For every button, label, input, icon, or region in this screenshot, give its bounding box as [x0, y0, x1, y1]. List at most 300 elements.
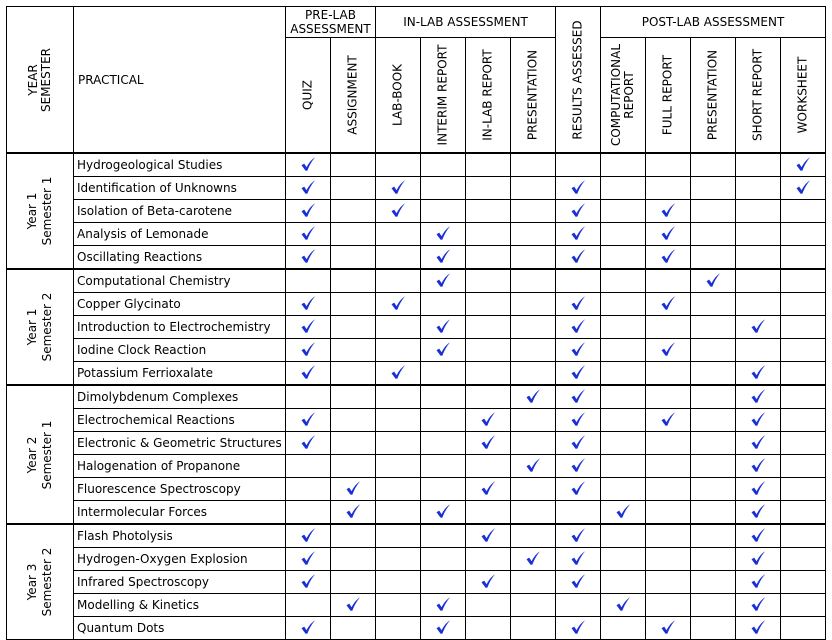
assessment-cell-empty [781, 339, 826, 362]
table-row [7, 617, 826, 640]
checkmark-icon [435, 248, 451, 264]
checkmark-icon [570, 550, 586, 566]
assessment-cell-empty [646, 594, 691, 617]
checkmark-icon [570, 573, 586, 589]
assessment-cell-empty [421, 455, 466, 478]
checkmark-icon [300, 295, 316, 311]
assessment-cell-empty [601, 177, 646, 200]
assessment-cell-empty [466, 362, 511, 386]
assessment-cell-checked [286, 432, 331, 455]
assessment-cell-empty [466, 617, 511, 640]
assessment-cell-checked [286, 571, 331, 594]
assessment-cell-empty [331, 617, 376, 640]
assessment-cell-empty [646, 177, 691, 200]
checkmark-icon [525, 388, 541, 404]
assessment-cell-empty [691, 200, 736, 223]
results-assessed-label: RESULTS ASSESSED [570, 19, 585, 140]
column-header-worksheet [781, 38, 826, 154]
table-row [7, 409, 826, 432]
checkmark-icon [300, 573, 316, 589]
checkmark-icon [570, 179, 586, 195]
assessment-cell-empty [466, 339, 511, 362]
checkmark-icon [300, 550, 316, 566]
assessment-cell-empty [781, 269, 826, 293]
assessment-cell-empty [511, 409, 556, 432]
assessment-cell-empty [601, 316, 646, 339]
assessment-cell-empty [646, 385, 691, 409]
assessment-cell-checked [556, 617, 601, 640]
table-row [7, 455, 826, 478]
assessment-cell-empty [646, 571, 691, 594]
table-row [7, 548, 826, 571]
assessment-cell-empty [646, 362, 691, 386]
assessment-cell-empty [691, 478, 736, 501]
assessment-cell-empty [601, 223, 646, 246]
assessment-cell-empty [601, 153, 646, 177]
practical-header: PRACTICAL [74, 7, 286, 154]
assessment-cell-empty [421, 548, 466, 571]
table-row [7, 177, 826, 200]
assessment-cell-empty [331, 177, 376, 200]
checkmark-icon [390, 202, 406, 218]
assessment-cell-empty [421, 524, 466, 548]
assessment-cell-checked [556, 200, 601, 223]
assessment-cell-checked [556, 571, 601, 594]
assessment-cell-empty [691, 571, 736, 594]
assessment-cell-checked [556, 316, 601, 339]
assessment-cell-checked [646, 409, 691, 432]
assessment-cell-checked [286, 524, 331, 548]
assessment-cell-checked [331, 501, 376, 525]
assessment-cell-checked [421, 339, 466, 362]
assessment-cell-checked [781, 177, 826, 200]
assessment-cell-empty [331, 293, 376, 316]
assessment-cell-empty [421, 293, 466, 316]
assessment-cell-empty [466, 548, 511, 571]
assessment-cell-empty [646, 455, 691, 478]
checkmark-icon [435, 619, 451, 635]
assessment-cell-empty [466, 455, 511, 478]
column-header-interim-report [421, 38, 466, 154]
results-assessed-header [556, 7, 601, 154]
column-header-line: FULL REPORT [660, 54, 675, 136]
practical-name: Hydrogen-Oxygen Explosion [74, 548, 286, 571]
assessment-cell-empty [511, 223, 556, 246]
checkmark-icon [435, 318, 451, 334]
checkmark-icon [750, 573, 766, 589]
assessment-cell-empty [736, 153, 781, 177]
assessment-cell-checked [556, 524, 601, 548]
year-semester-label-line: Semester 1 [40, 420, 54, 489]
assessment-cell-empty [331, 432, 376, 455]
checkmark-icon [480, 411, 496, 427]
practical-name: Oscillating Reactions [74, 246, 286, 270]
assessment-cell-empty [286, 478, 331, 501]
practical-name: Intermolecular Forces [74, 501, 286, 525]
assessment-cell-checked [556, 432, 601, 455]
checkmark-icon [750, 434, 766, 450]
assessment-cell-empty [781, 362, 826, 386]
table-row [7, 571, 826, 594]
assessment-cell-checked [556, 223, 601, 246]
column-header-line: PRESENTATION [525, 49, 540, 141]
assessment-cell-checked [466, 571, 511, 594]
checkmark-icon [480, 573, 496, 589]
assessment-cell-checked [286, 153, 331, 177]
table-row [7, 316, 826, 339]
assessment-cell-checked [691, 269, 736, 293]
assessment-cell-empty [601, 246, 646, 270]
checkmark-icon [660, 619, 676, 635]
assessment-cell-empty [646, 524, 691, 548]
column-header-lab-book [376, 38, 421, 154]
assessment-cell-checked [646, 246, 691, 270]
assessment-cell-empty [646, 501, 691, 525]
year-semester-label-line: Year 1 [25, 308, 39, 346]
column-header-line: INTERIM REPORT [435, 44, 450, 146]
checkmark-icon [660, 411, 676, 427]
practical-name: Electronic & Geometric Structures [74, 432, 286, 455]
column-header-presentation [511, 38, 556, 154]
assessment-cell-empty [376, 153, 421, 177]
assessment-cell-checked [286, 362, 331, 386]
assessment-cell-empty [376, 478, 421, 501]
assessment-cell-empty [421, 177, 466, 200]
assessment-cell-empty [331, 269, 376, 293]
practical-name: Fluorescence Spectroscopy [74, 478, 286, 501]
practical-name: Identification of Unknowns [74, 177, 286, 200]
assessment-cell-empty [691, 177, 736, 200]
assessment-cell-empty [691, 617, 736, 640]
assessment-cell-empty [781, 571, 826, 594]
assessment-cell-checked [736, 385, 781, 409]
assessment-cell-checked [286, 316, 331, 339]
assessment-cell-empty [466, 594, 511, 617]
assessment-cell-empty [511, 594, 556, 617]
checkmark-icon [615, 596, 631, 612]
assessment-cell-empty [376, 501, 421, 525]
assessment-cell-empty [691, 362, 736, 386]
checkmark-icon [750, 457, 766, 473]
assessment-cell-checked [466, 524, 511, 548]
assessment-cell-checked [331, 478, 376, 501]
checkmark-icon [570, 202, 586, 218]
assessment-cell-empty [646, 548, 691, 571]
assessment-cell-checked [736, 362, 781, 386]
checkmark-icon [300, 619, 316, 635]
assessment-cell-empty [736, 269, 781, 293]
assessment-cell-empty [736, 339, 781, 362]
year-semester-label-line: Semester 1 [40, 176, 54, 246]
year-semester-label-line: Semester 2 [40, 547, 54, 617]
practical-name: Iodine Clock Reaction [74, 339, 286, 362]
checkmark-icon [570, 434, 586, 450]
checkmark-icon [570, 364, 586, 380]
assessment-cell-empty [601, 293, 646, 316]
semester-header-line: SEMESTER [39, 47, 53, 112]
assessment-cell-empty [781, 409, 826, 432]
assessment-cell-empty [781, 293, 826, 316]
postlab-group-header: POST-LAB ASSESSMENT [601, 7, 826, 38]
assessment-cell-checked [331, 594, 376, 617]
checkmark-icon [300, 248, 316, 264]
assessment-cell-empty [601, 385, 646, 409]
assessment-cell-empty [286, 269, 331, 293]
assessment-cell-checked [466, 478, 511, 501]
checkmark-icon [570, 457, 586, 473]
checkmark-icon [795, 179, 811, 195]
assessment-cell-empty [736, 200, 781, 223]
checkmark-icon [570, 295, 586, 311]
checkmark-icon [570, 341, 586, 357]
checkmark-icon [300, 202, 316, 218]
practical-name: Hydrogeological Studies [74, 153, 286, 177]
checkmark-icon [480, 480, 496, 496]
assessment-cell-checked [556, 293, 601, 316]
assessment-cell-empty [331, 362, 376, 386]
checkmark-icon [300, 156, 316, 172]
assessment-cell-checked [286, 246, 331, 270]
prelab-header-line-2: ASSESSMENT [290, 22, 371, 36]
assessment-cell-empty [691, 223, 736, 246]
assessment-cell-checked [556, 478, 601, 501]
assessment-cell-empty [466, 501, 511, 525]
assessment-cell-empty [331, 153, 376, 177]
assessment-cell-empty [331, 316, 376, 339]
assessment-cell-empty [511, 269, 556, 293]
checkmark-icon [660, 295, 676, 311]
assessment-cell-empty [421, 478, 466, 501]
assessment-cell-empty [331, 223, 376, 246]
year-semester-header [7, 7, 74, 154]
column-header-assignment [331, 38, 376, 154]
checkmark-icon [750, 527, 766, 543]
assessment-cell-checked [556, 339, 601, 362]
assessment-cell-checked [736, 478, 781, 501]
assessment-cell-empty [376, 316, 421, 339]
assessment-cell-empty [331, 571, 376, 594]
assessment-cell-checked [736, 316, 781, 339]
assessment-cell-empty [511, 153, 556, 177]
assessment-cell-empty [691, 548, 736, 571]
assessment-cell-checked [376, 362, 421, 386]
checkmark-icon [435, 341, 451, 357]
assessment-cell-empty [376, 385, 421, 409]
assessment-cell-empty [601, 409, 646, 432]
assessment-cell-empty [511, 200, 556, 223]
assessment-cell-empty [511, 617, 556, 640]
table-row [7, 385, 826, 409]
checkmark-icon [390, 364, 406, 380]
checkmark-icon [300, 364, 316, 380]
year-semester-label-line: Year 2 [25, 436, 39, 473]
assessment-cell-checked [421, 316, 466, 339]
assessment-cell-checked [556, 177, 601, 200]
assessment-cell-empty [376, 409, 421, 432]
table-row [7, 432, 826, 455]
assessment-cell-checked [646, 200, 691, 223]
checkmark-icon [705, 272, 721, 288]
assessment-cell-checked [736, 455, 781, 478]
inlab-group-header: IN-LAB ASSESSMENT [376, 7, 556, 38]
assessment-cell-empty [331, 200, 376, 223]
assessment-cell-empty [511, 571, 556, 594]
checkmark-icon [660, 248, 676, 264]
assessment-cell-empty [331, 385, 376, 409]
assessment-cell-empty [376, 246, 421, 270]
assessment-cell-empty [466, 223, 511, 246]
assessment-cell-empty [601, 362, 646, 386]
assessment-cell-checked [286, 617, 331, 640]
assessment-cell-empty [286, 385, 331, 409]
assessment-cell-empty [421, 362, 466, 386]
checkmark-icon [570, 318, 586, 334]
assessment-cell-empty [601, 617, 646, 640]
assessment-cell-empty [601, 339, 646, 362]
assessment-cell-empty [691, 501, 736, 525]
checkmark-icon [435, 596, 451, 612]
column-header-full-report [646, 38, 691, 154]
assessment-cell-empty [556, 153, 601, 177]
assessment-cell-checked [286, 293, 331, 316]
checkmark-icon [615, 503, 631, 519]
assessment-cell-empty [646, 316, 691, 339]
checkmark-icon [750, 596, 766, 612]
practical-name: Halogenation of Propanone [74, 455, 286, 478]
assessment-cell-checked [376, 200, 421, 223]
assessment-cell-checked [556, 385, 601, 409]
assessment-cell-empty [421, 432, 466, 455]
practical-name: Potassium Ferrioxalate [74, 362, 286, 386]
assessment-cell-empty [376, 339, 421, 362]
assessment-cell-empty [376, 432, 421, 455]
assessment-cell-empty [601, 548, 646, 571]
checkmark-icon [660, 225, 676, 241]
assessment-cell-empty [466, 385, 511, 409]
year-semester-cell [7, 524, 74, 640]
assessment-cell-empty [691, 409, 736, 432]
assessment-cell-empty [646, 153, 691, 177]
assessment-cell-empty [421, 153, 466, 177]
assessment-cell-checked [646, 339, 691, 362]
assessment-cell-empty [691, 432, 736, 455]
checkmark-icon [570, 225, 586, 241]
assessment-cell-checked [556, 455, 601, 478]
assessment-cell-empty [736, 177, 781, 200]
assessment-cell-empty [601, 478, 646, 501]
column-header-in-lab-report [466, 38, 511, 154]
assessment-cell-empty [376, 594, 421, 617]
table-row [7, 339, 826, 362]
column-header-short-report [736, 38, 781, 154]
assessment-cell-empty [691, 339, 736, 362]
assessment-cell-empty [376, 223, 421, 246]
checkmark-icon [525, 457, 541, 473]
checkmark-icon [435, 272, 451, 288]
assessment-cell-empty [736, 246, 781, 270]
checkmark-icon [750, 503, 766, 519]
checkmark-icon [795, 156, 811, 172]
assessment-cell-empty [601, 571, 646, 594]
practical-name: Infrared Spectroscopy [74, 571, 286, 594]
year-semester-label-line: Year 1 [25, 192, 39, 230]
assessment-cell-checked [556, 409, 601, 432]
checkmark-icon [435, 225, 451, 241]
column-header-presentation [691, 38, 736, 154]
year-header-line: YEAR [26, 63, 40, 96]
assessment-cell-checked [376, 177, 421, 200]
prelab-group-header [286, 7, 376, 38]
checkmark-icon [750, 550, 766, 566]
year-semester-cell [7, 269, 74, 385]
practical-name: Modelling & Kinetics [74, 594, 286, 617]
assessment-cell-empty [331, 246, 376, 270]
assessment-cell-empty [511, 478, 556, 501]
table-row [7, 200, 826, 223]
assessment-cell-empty [511, 524, 556, 548]
year-semester-cell [7, 385, 74, 524]
assessment-cell-checked [556, 548, 601, 571]
assessment-cell-empty [781, 478, 826, 501]
column-header-line: QUIZ [300, 80, 315, 110]
assessment-cell-empty [421, 385, 466, 409]
column-header-line: IN-LAB REPORT [480, 49, 495, 141]
assessment-cell-checked [421, 617, 466, 640]
practical-name: Flash Photolysis [74, 524, 286, 548]
assessment-cell-empty [691, 455, 736, 478]
prelab-header-line-1: PRE-LAB [305, 8, 356, 22]
assessment-cell-empty [376, 524, 421, 548]
column-header-line: SHORT REPORT [750, 48, 765, 142]
year-semester-cell [7, 153, 74, 269]
checkmark-icon [750, 480, 766, 496]
year-semester-label-line: Year 3 [25, 563, 39, 601]
practical-name: Electrochemical Reactions [74, 409, 286, 432]
checkmark-icon [345, 480, 361, 496]
assessment-cell-empty [691, 316, 736, 339]
table-row [7, 594, 826, 617]
assessment-cell-empty [466, 177, 511, 200]
checkmark-icon [390, 295, 406, 311]
assessment-cell-checked [286, 177, 331, 200]
assessment-cell-checked [736, 571, 781, 594]
assessment-cell-empty [511, 316, 556, 339]
column-header-computational-report [601, 38, 646, 154]
practical-name: Computational Chemistry [74, 269, 286, 293]
checkmark-icon [750, 619, 766, 635]
assessment-cell-empty [781, 524, 826, 548]
table-row [7, 524, 826, 548]
assessment-cell-empty [601, 432, 646, 455]
checkmark-icon [435, 503, 451, 519]
assessment-cell-checked [286, 548, 331, 571]
checkmark-icon [300, 411, 316, 427]
checkmark-icon [570, 248, 586, 264]
assessment-cell-checked [736, 501, 781, 525]
assessment-cell-checked [286, 339, 331, 362]
assessment-cell-checked [736, 409, 781, 432]
assessment-cell-empty [601, 524, 646, 548]
assessment-cell-checked [556, 362, 601, 386]
assessment-cell-empty [601, 455, 646, 478]
assessment-cell-checked [421, 246, 466, 270]
column-header-line: LAB-BOOK [390, 63, 405, 127]
checkmark-icon [300, 527, 316, 543]
assessment-cell-empty [511, 432, 556, 455]
assessment-cell-empty [286, 501, 331, 525]
assessment-cell-empty [691, 385, 736, 409]
checkmark-icon [300, 225, 316, 241]
